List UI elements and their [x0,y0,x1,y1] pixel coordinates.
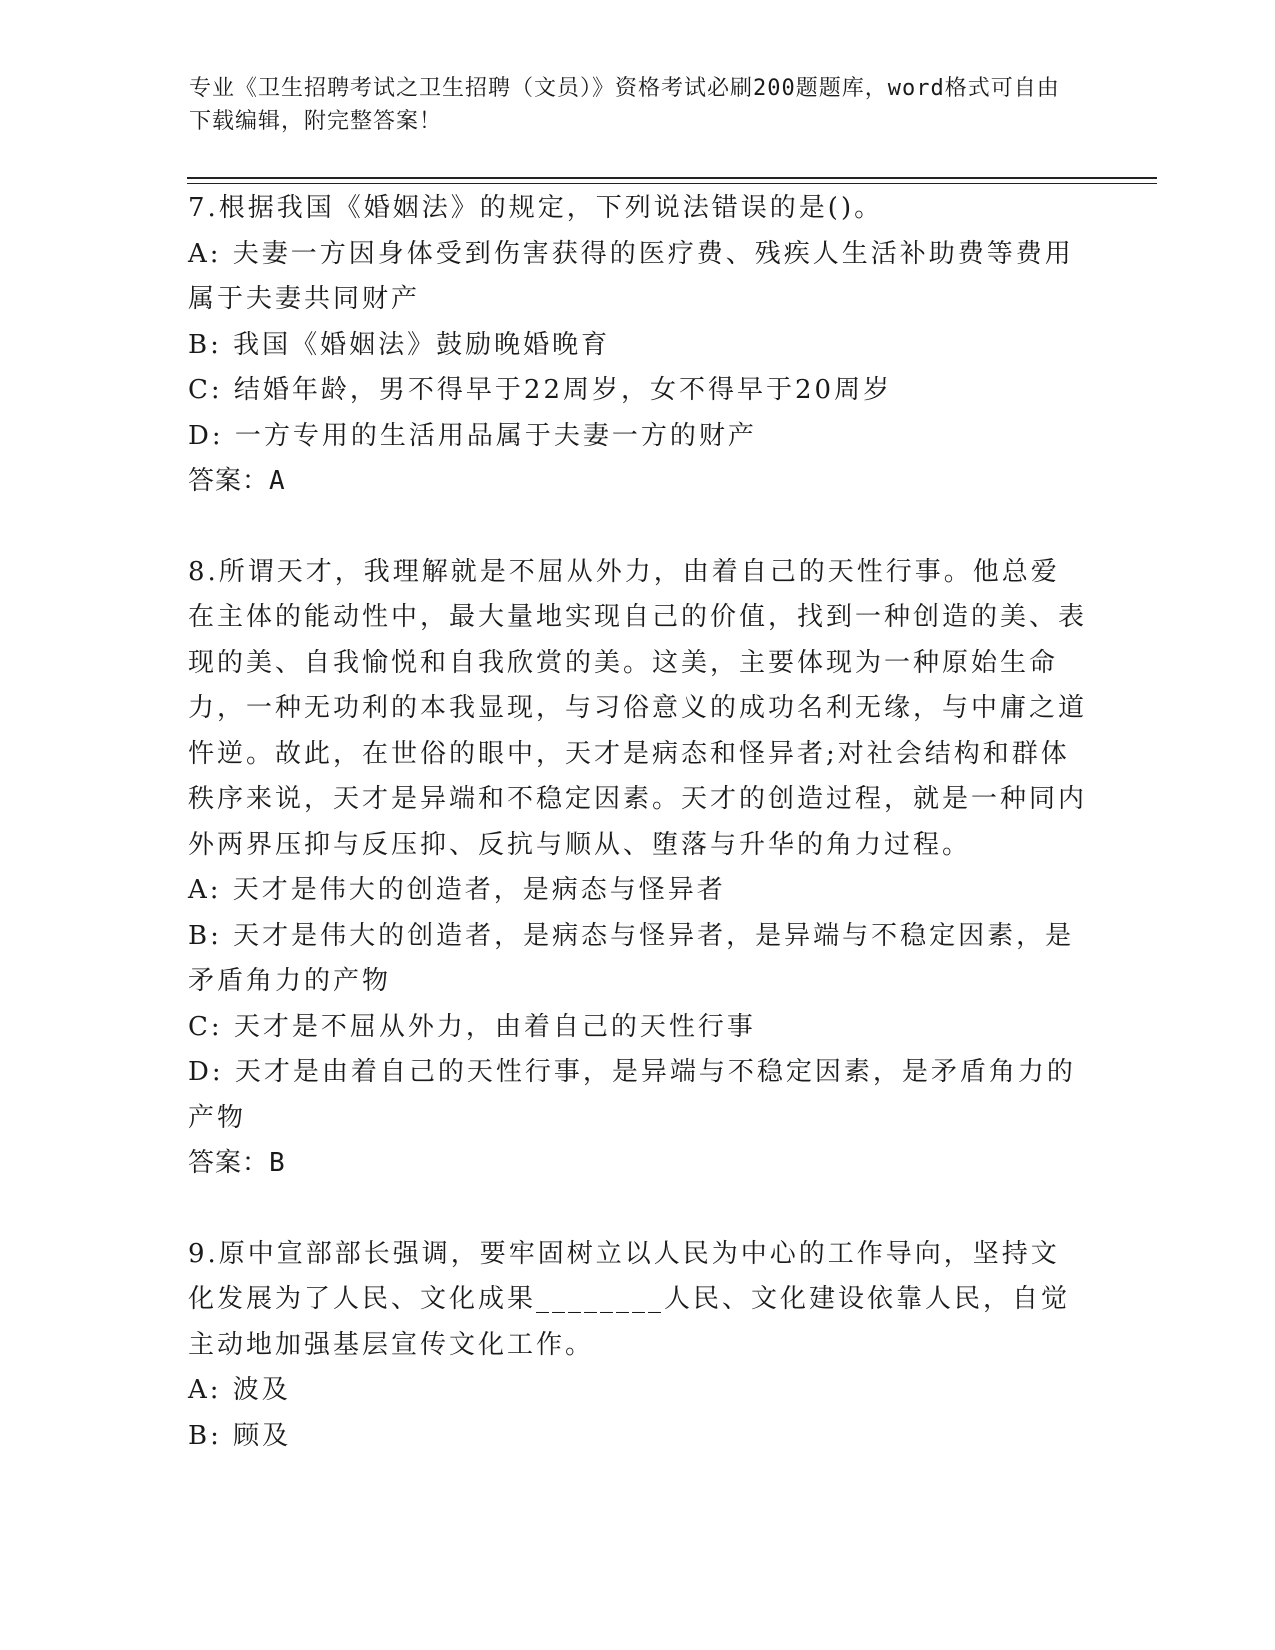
option-c: C: 天才是不屈从外力，由着自己的天性行事 [188,1011,756,1042]
option-d: D: 天才是由着自己的天性行事，是异端与不稳定因素，是矛盾角力的产物 [188,1057,1076,1133]
question-stem: 8.所谓天才，我理解就是不屈从外力，由着自己的天性行事。他总爱在主体的能动性中，最大量地实现自己的价值，找到一种创造的美、表现的美、自我愉悦和自我欣赏的美。这美，主要体现为一种原始生命力，一种无功利的本我显现，与习俗意义的成功名利无缘，与中庸之道忤逆。故此，在世俗的眼中，天才是病态和怪异者;对社会结构和群体秩序来说，天才是异端和不稳定因素。天才的创造过程，就是一种同内外两界压抑与反压抑、反抗与顺从、堕落与升华的角力过程。 [188,556,1088,860]
answer-key: 答案：B [188,1148,286,1178]
header-divider [187,177,1157,179]
question-9 [188,1232,1088,1460]
question-stem: 7.根据我国《婚姻法》的规定，下列说法错误的是()。 [188,193,884,223]
answer-key: 答案：A [188,466,286,496]
option-a: A: 天才是伟大的创造者，是病态与怪异者 [188,875,726,905]
question-list [188,186,1088,1459]
option-b: B: 天才是伟大的创造者，是病态与怪异者，是异端与不稳定因素，是矛盾角力的产物 [188,920,1075,996]
option-c: C: 结婚年龄，男不得早于22周岁，女不得早于20周岁 [188,375,893,405]
page-header: 专业《卫生招聘考试之卫生招聘（文员）》资格考试必刷200题题库，word格式可自由下载编辑，附完整答案！ [189,76,1060,134]
option-b: B: 我国《婚姻法》鼓励晚婚晚育 [188,329,611,360]
option-a: A: 波及 [188,1375,291,1405]
option-b: B: 顾及 [188,1420,292,1451]
question-8 [188,550,1088,1187]
question-stem: 9.原中宣部部长强调，要牢固树立以人民为中心的工作导向，坚持文化发展为了人民、文化成果________人民、文化建设依靠人民，自觉主动地加强基层宣传文化工作。 [188,1238,1071,1360]
header-divider-thin [187,183,1157,184]
option-a: A: 夫妻一方因身体受到伤害获得的医疗费、残疾人生活补助费等费用属于夫妻共同财产 [188,238,1074,314]
option-d: D: 一方专用的生活用品属于夫妻一方的财产 [188,420,757,451]
question-7 [188,186,1088,505]
